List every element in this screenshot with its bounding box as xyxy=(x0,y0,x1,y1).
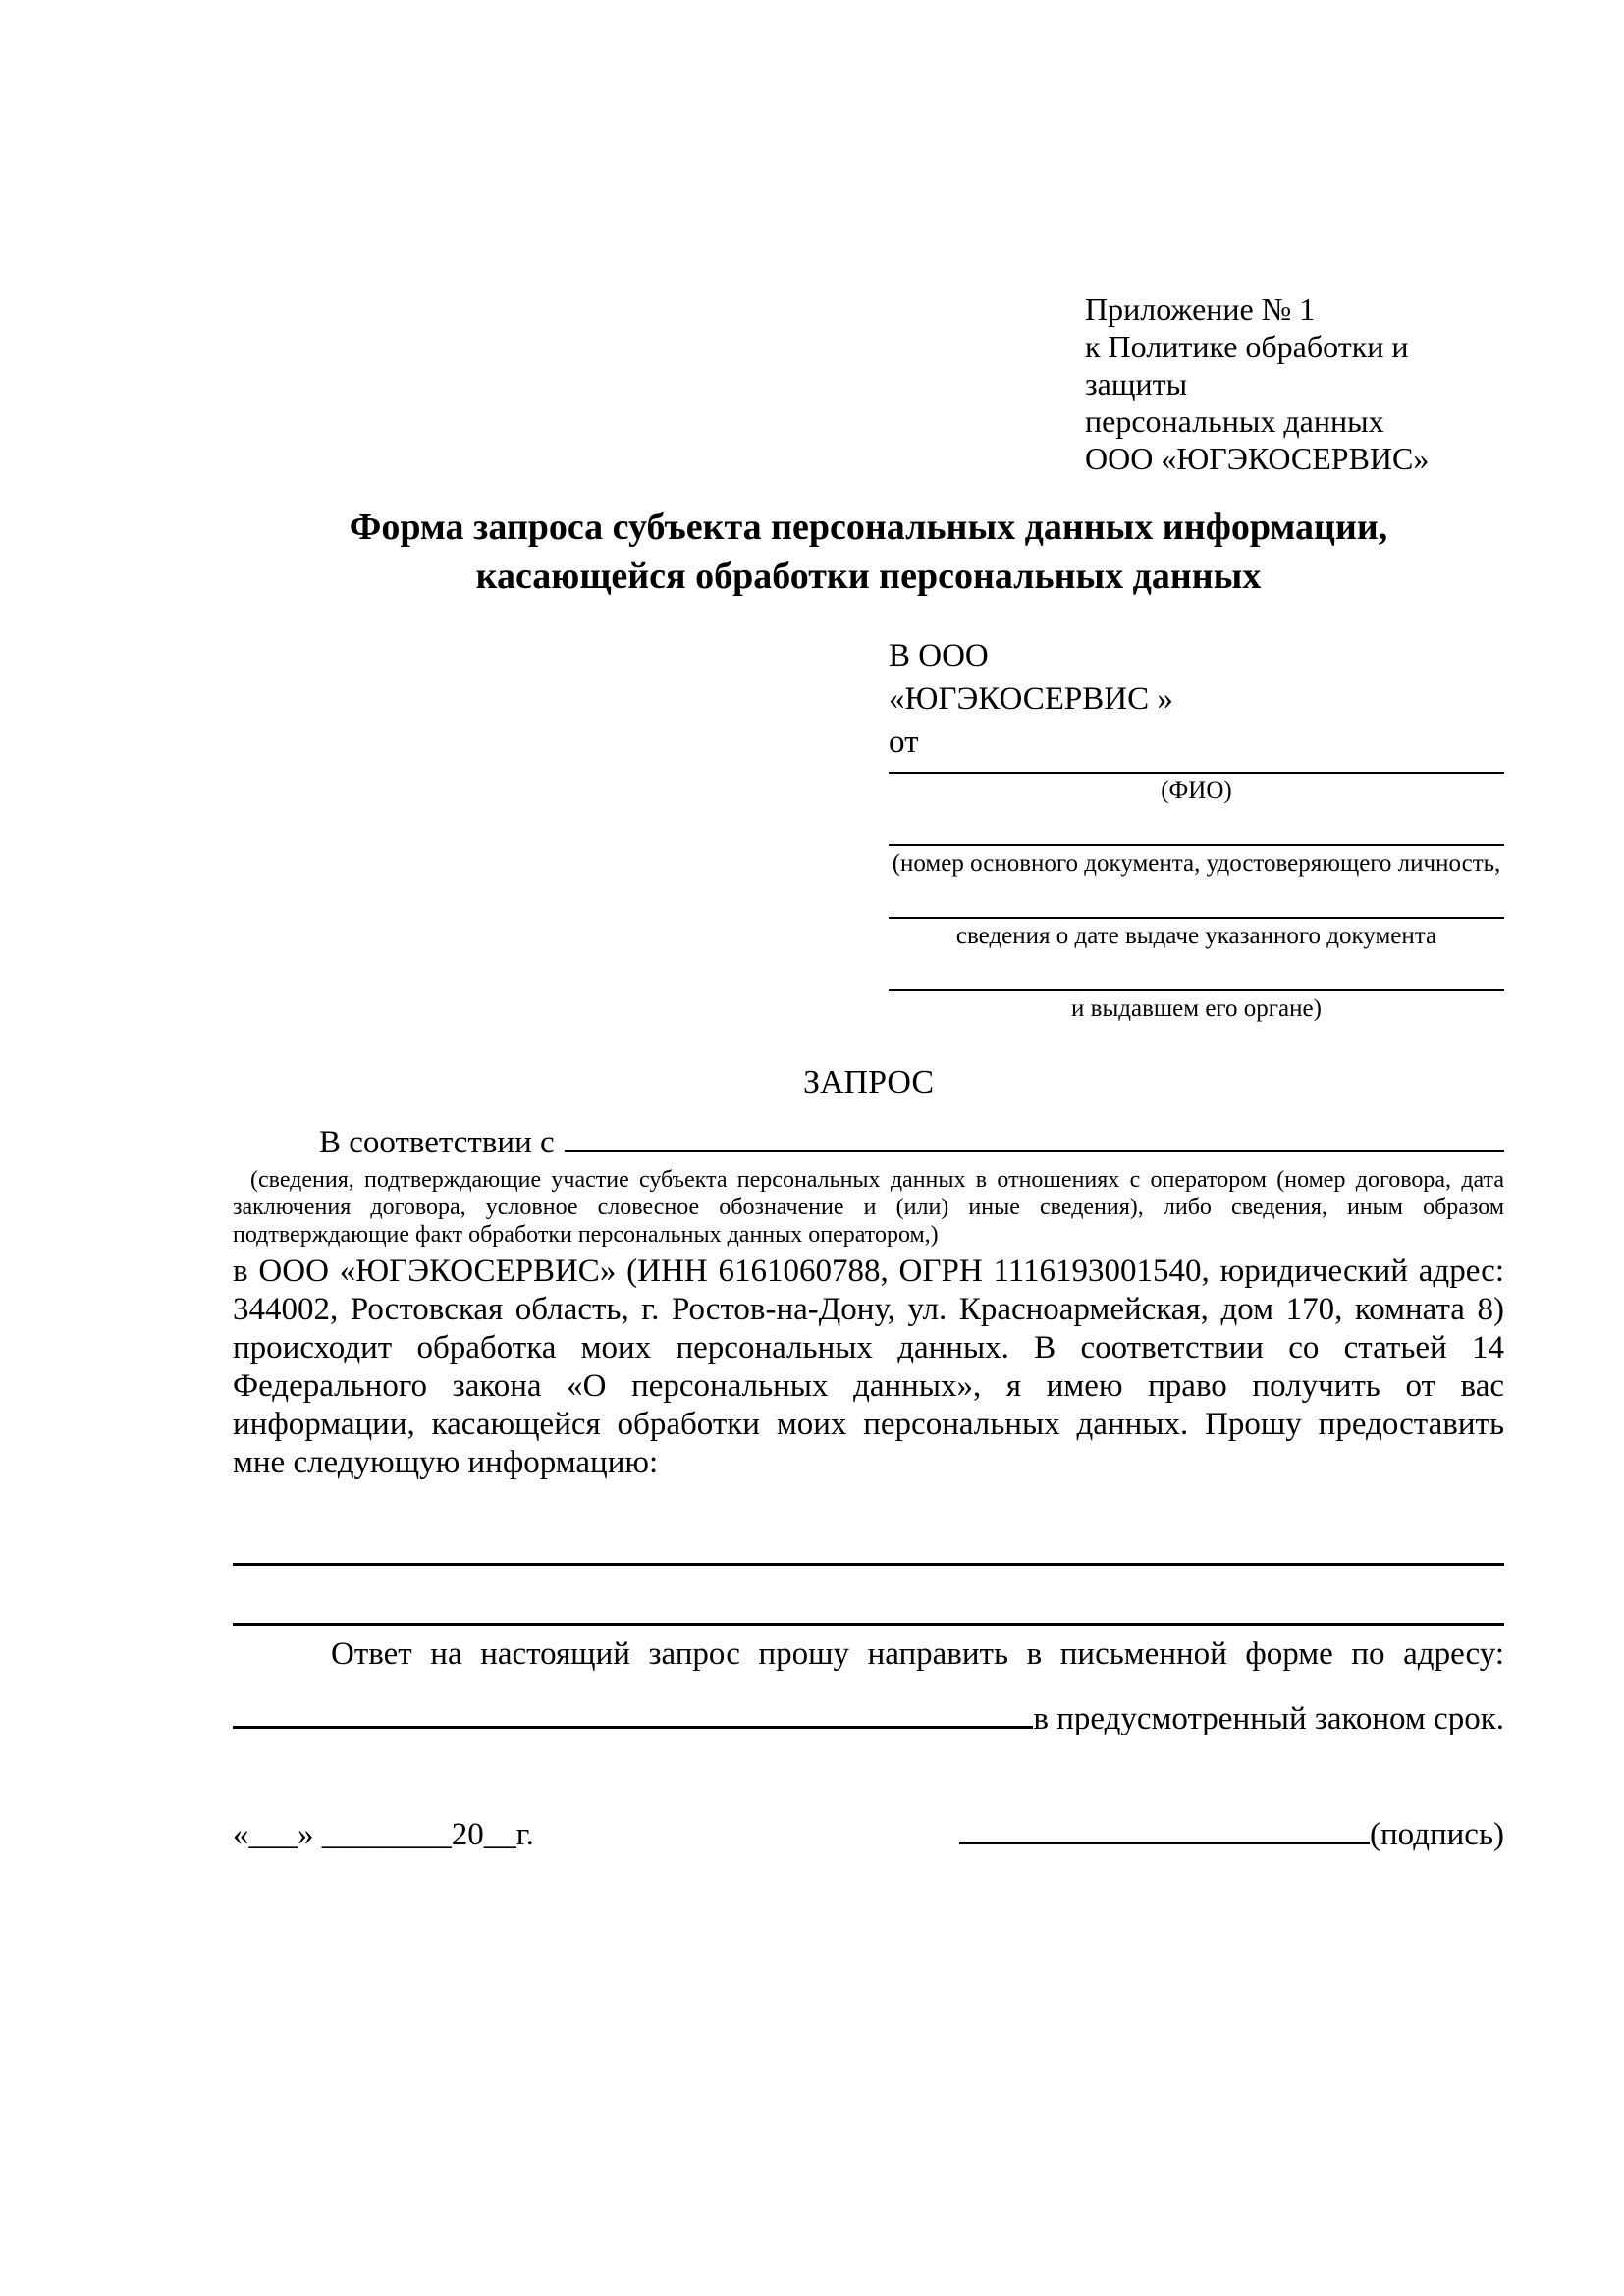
write-in-line-1 xyxy=(233,1506,1504,1566)
address-line xyxy=(233,1682,1504,1747)
fio-caption: (ФИО) xyxy=(1161,777,1232,804)
issue-date-field xyxy=(889,917,1504,950)
according-line xyxy=(233,1115,1504,1164)
addressee-line-3: от xyxy=(889,724,919,760)
write-in-line-2 xyxy=(233,1566,1504,1626)
addressee-line-1: В ООО xyxy=(889,638,989,673)
signature-area xyxy=(959,1804,1504,1856)
addressee-block xyxy=(889,634,1504,1023)
document-content xyxy=(233,291,1504,1856)
signature-caption: (подпись) xyxy=(1370,1817,1504,1852)
appendix-line: ООО «ЮГЭКОСЕРВИС» xyxy=(1085,441,1430,476)
document-number-caption: (номер основного документа, удостоверяющего личность, xyxy=(892,850,1501,877)
page-title xyxy=(233,503,1504,601)
request-heading: ЗАПРОС xyxy=(802,1064,935,1100)
note-text: (сведения, подтверждающие участие субъекта персональных данных в отношениях с оператором (номер договора, дата заключения договора, условное словесное обозначение и (или) иные сведения), либо сведения, иным образом подтверждающие факт обработки персональных данных оператором,) xyxy=(233,1167,1504,1248)
according-blank-line xyxy=(565,1115,1504,1152)
appendix-block xyxy=(1085,291,1504,477)
page-title-line-2: касающейся обработки персональных данных xyxy=(475,556,1262,597)
signature-row xyxy=(233,1804,1504,1856)
answer-sentence: Ответ на настоящий запрос прошу направить в письменной форме по адресу: xyxy=(331,1636,1504,1672)
addressee-line-2: «ЮГЭКОСЕРВИС » xyxy=(889,681,1173,717)
issuing-authority-caption: и выдавшем его органе) xyxy=(1071,995,1322,1022)
signature-blank-line xyxy=(959,1804,1370,1844)
document-number-field xyxy=(889,844,1504,878)
address-blank-line xyxy=(233,1682,1033,1729)
date-blank: «___» ________20__г. xyxy=(233,1817,534,1852)
appendix-line: Приложение № 1 xyxy=(1085,292,1316,327)
appendix-line: к Политике обработки и защиты xyxy=(1085,329,1409,401)
issue-date-caption: сведения о дате выдаче указанного документа xyxy=(955,923,1437,949)
answer-suffix: в предусмотренный законом срок. xyxy=(1033,1701,1504,1736)
write-in-area xyxy=(233,1506,1504,1626)
issuing-authority-field xyxy=(889,989,1504,1023)
appendix-line: персональных данных xyxy=(1085,403,1384,439)
page-title-line-1: Форма запроса субъекта персональных данных информации, xyxy=(349,507,1388,548)
according-prefix: В соответствии с xyxy=(319,1125,555,1160)
body-text: в ООО «ЮГЭКОСЕРВИС» (ИНН 6161060788, ОГРН 1116193001540, юридический адрес: 344002, Ростовская область, г. Ростов-на-Дону, ул. Красноармейская, дом 170, комната 8) происходит обработка моих персональных данных. В соответствии со статьей 14 Федерального закона «О персональных данных», я имею право получить от вас информации, касающейся обработки моих персональных данных. Прошу предоставить мне следующую информацию: xyxy=(233,1254,1504,1480)
fio-field xyxy=(889,772,1504,805)
